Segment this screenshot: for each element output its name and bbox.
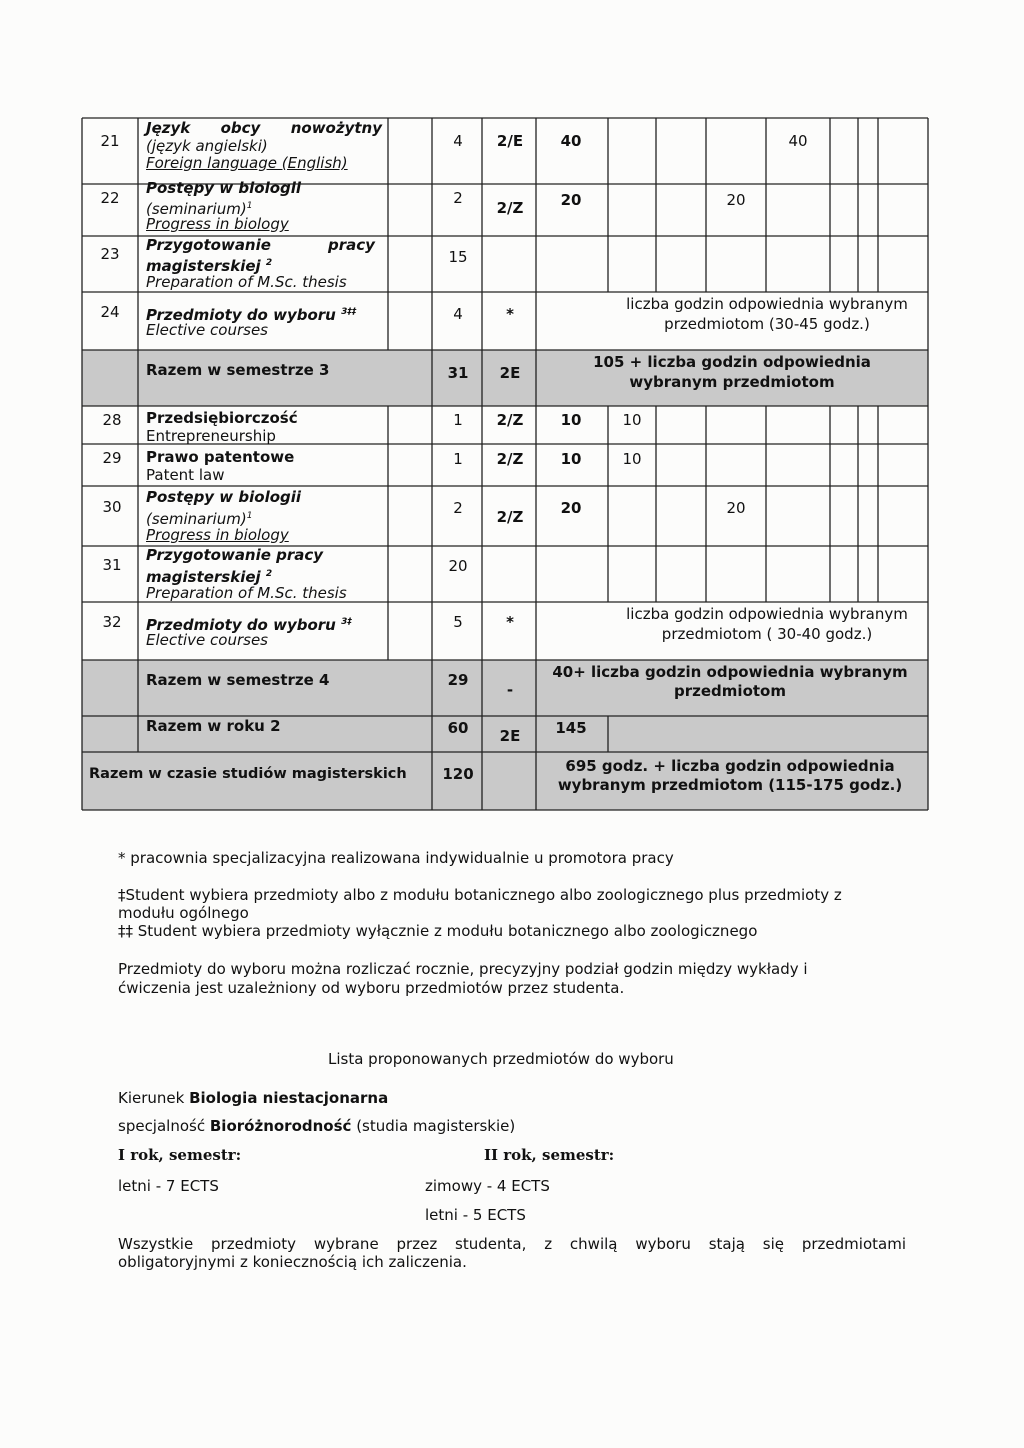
row-23-eng: Preparation of M.Sc. thesis	[146, 273, 347, 291]
note-elective-b: ćwiczenia jest uzależniony od wyboru przedmiotów przez studenta.	[118, 979, 625, 997]
sum-total-label: Razem w czasie studiów magisterskich	[89, 766, 407, 782]
sum-sem4-note-2: przedmiotom	[674, 682, 786, 700]
sum-sem3-form: 2E	[499, 364, 521, 382]
sum-year2-ects: 60	[447, 719, 469, 737]
row-30-eng: Progress in biology	[146, 526, 289, 544]
row-28-ects: 1	[453, 411, 463, 429]
row-24-form: *	[506, 305, 514, 323]
row-32-ects: 5	[453, 613, 463, 631]
row-23-title-b: pracy	[328, 236, 375, 254]
row-32-title: Przedmioty do wyboru	[146, 616, 336, 634]
year2-sem-winter: zimowy - 4 ECTS	[425, 1177, 550, 1195]
row-30-hours: 20	[726, 499, 746, 517]
row-32-form: *	[506, 613, 514, 631]
row-21-nr: 21	[100, 132, 120, 150]
row-24-nr: 24	[100, 303, 120, 321]
note-ddagger: ‡‡ Student wybiera przedmioty wyłącznie z modułu botanicznego albo zoologicznego	[118, 922, 758, 940]
sum-sem3-label: Razem w semestrze 3	[146, 361, 330, 379]
row-21-ects: 4	[453, 132, 463, 150]
row-29-ects: 1	[453, 450, 463, 468]
row-30-sub-sup: 1	[246, 511, 253, 521]
sum-year2-total: 145	[555, 719, 587, 737]
kierunek-value: Biologia niestacjonarna	[189, 1089, 389, 1107]
row-31-nr: 31	[102, 556, 122, 574]
row-30-title: Postępy w biologii	[146, 488, 302, 506]
note-elective-a: Przedmioty do wyboru można rozliczać rocznie, precyzyjny podział godzin między wykłady i	[118, 960, 808, 978]
row-28-total: 10	[560, 411, 582, 429]
row-22-hours: 20	[726, 191, 746, 209]
note-dagger-b: modułu ogólnego	[118, 904, 249, 922]
row-24-ects: 4	[453, 305, 463, 323]
row-21-total: 40	[560, 132, 582, 150]
row-32-note-1: liczba godzin odpowiednia wybranym	[626, 605, 908, 623]
row-29-title: Prawo patentowe	[146, 448, 295, 466]
row-28-title: Przedsiębiorczość	[146, 409, 298, 427]
row-30-sub: (seminarium)	[146, 510, 247, 528]
row-23-title-a: Przygotowanie	[146, 236, 271, 254]
note-star: * pracownia specjalizacyjna realizowana indywidualnie u promotora pracy	[118, 849, 674, 867]
year1-heading: I rok, semestr:	[118, 1146, 242, 1164]
row-30-form: 2/Z	[496, 508, 524, 526]
row-23-title2: magisterskiej	[146, 257, 261, 275]
spec-value: Bioróżnorodność	[209, 1117, 352, 1135]
row-30-ects: 2	[453, 499, 463, 517]
spec-suffix: (studia magisterskie)	[356, 1117, 516, 1135]
row-31-title2-sup: 2	[265, 569, 273, 579]
row-32-eng: Elective courses	[146, 631, 268, 649]
sum-sem3-ects: 31	[447, 364, 469, 382]
row-28-form: 2/Z	[496, 411, 524, 429]
year2-heading: II rok, semestr:	[484, 1146, 615, 1164]
row-31-title2: magisterskiej	[146, 568, 261, 586]
row-22-title: Postępy w biologii	[146, 179, 302, 197]
row-21-form: 2/E	[496, 132, 524, 150]
row-29-form: 2/Z	[496, 450, 524, 468]
row-32-nr: 32	[102, 613, 122, 631]
row-24-note-2: przedmiotom (30-45 godz.)	[664, 315, 870, 333]
note-dagger-a: ‡Student wybiera przedmioty albo z modułu botanicznego albo zoologicznego plus przedmioty z	[118, 886, 842, 904]
row-24-title-sup: 3‡‡	[341, 307, 357, 317]
row-29-nr: 29	[102, 449, 122, 467]
year2-sem-summer: letni - 5 ECTS	[425, 1206, 526, 1224]
row-23-nr: 23	[100, 245, 120, 263]
row-22-eng: Progress in biology	[146, 215, 289, 233]
spec-label: specjalność	[118, 1117, 206, 1135]
sum-total-ects: 120	[442, 765, 474, 783]
sum-sem3-note-1: 105 + liczba godzin odpowiednia	[593, 353, 871, 371]
row-21-hours: 40	[788, 132, 808, 150]
sum-sem4-form: -	[506, 681, 514, 699]
sum-sem4-label: Razem w semestrze 4	[146, 671, 330, 689]
row-22-form: 2/Z	[496, 199, 524, 217]
row-24-eng: Elective courses	[146, 321, 268, 339]
row-29-total: 10	[560, 450, 582, 468]
row-23-title2-sup: 2	[265, 258, 273, 268]
row-22-sub: (seminarium)	[146, 200, 247, 218]
row-31-title: Przygotowanie pracy	[146, 546, 324, 564]
closing-a: Wszystkie przedmioty wybrane przez studenta, z chwilą wyboru stają się przedmiotami	[118, 1235, 906, 1253]
row-22-sub-sup: 1	[246, 201, 253, 211]
sum-total-note-2: wybranym przedmiotom (115-175 godz.)	[557, 776, 903, 794]
row-32-note-2: przedmiotom ( 30-40 godz.)	[661, 625, 873, 643]
sum-year2-form: 2E	[499, 727, 521, 745]
sum-total-note-1: 695 godz. + liczba godzin odpowiednia	[565, 757, 895, 775]
sum-year2-label: Razem w roku 2	[146, 717, 281, 735]
row-28-eng: Entrepreneurship	[146, 427, 276, 445]
row-31-eng: Preparation of M.Sc. thesis	[146, 584, 347, 602]
row-24-title: Przedmioty do wyboru	[146, 306, 336, 324]
sum-sem3-note-2: wybranym przedmiotom	[629, 373, 835, 391]
row-30-nr: 30	[102, 498, 122, 516]
row-31-ects: 20	[448, 557, 468, 575]
kierunek-label: Kierunek	[118, 1089, 185, 1107]
row-32-title-sup: 3‡	[341, 617, 352, 627]
row-21-title: Język obcy nowożytny	[146, 119, 382, 137]
sum-sem4-ects: 29	[447, 671, 469, 689]
row-21-eng: Foreign language (English)	[146, 154, 348, 172]
row-24-note-1: liczba godzin odpowiednia wybranym	[626, 295, 908, 313]
year1-sem: letni - 7 ECTS	[118, 1177, 219, 1195]
row-22-ects: 2	[453, 189, 463, 207]
row-22-nr: 22	[100, 189, 120, 207]
row-29-eng: Patent law	[146, 466, 225, 484]
list-heading: Lista proponowanych przedmiotów do wyboru	[328, 1050, 674, 1068]
sum-sem4-note-1: 40+ liczba godzin odpowiednia wybranym	[552, 663, 908, 681]
row-28-hours: 10	[622, 411, 642, 429]
row-22-total: 20	[560, 191, 582, 209]
row-28-nr: 28	[102, 411, 122, 429]
row-30-total: 20	[560, 499, 582, 517]
closing-b: obligatoryjnymi z koniecznością ich zaliczenia.	[118, 1253, 467, 1271]
row-21-sub: (język angielski)	[146, 137, 268, 155]
row-29-hours: 10	[622, 450, 642, 468]
row-23-ects: 15	[448, 248, 468, 266]
